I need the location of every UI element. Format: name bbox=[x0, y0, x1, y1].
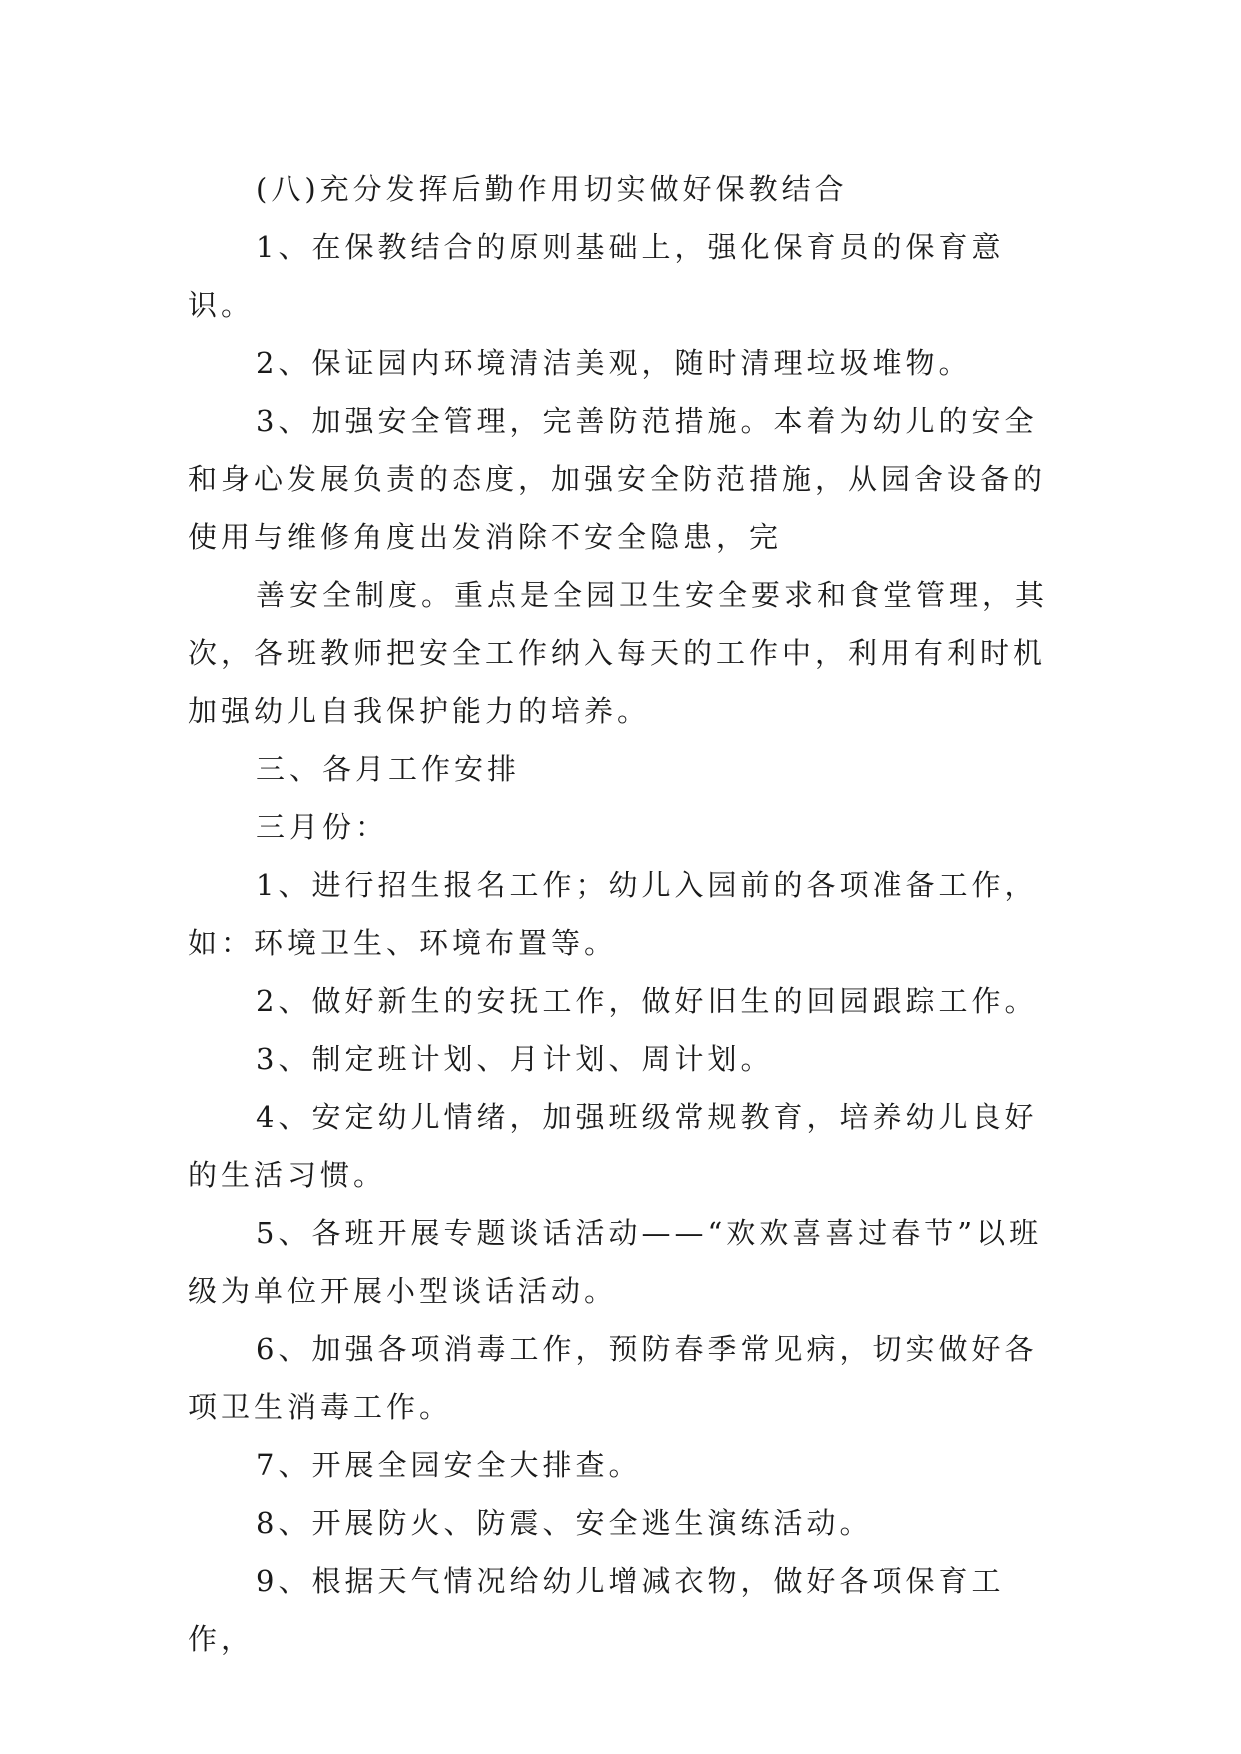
march-item-1: 1、进行招生报名工作；幼儿入园前的各项准备工作，如：环境卫生、环境布置等。 bbox=[188, 868, 1038, 960]
document-body bbox=[188, 160, 1068, 1668]
march-item-2: 2、做好新生的安抚工作，做好旧生的回园跟踪工作。 bbox=[256, 984, 1038, 1018]
subheading-march: 三月份： bbox=[256, 810, 389, 844]
march-item-3: 3、制定班计划、月计划、周计划。 bbox=[256, 1042, 774, 1076]
paragraph-item-3-continued: 善安全制度。重点是全园卫生安全要求和食堂管理，其次，各班教师把安全工作纳入每天的工作中，利用有利时机加强幼儿自我保护能力的培养。 bbox=[188, 578, 1049, 728]
march-item-4: 4、安定幼儿情绪，加强班级常规教育，培养幼儿良好的生活习惯。 bbox=[188, 1100, 1038, 1192]
march-item-6: 6、加强各项消毒工作，预防春季常见病，切实做好各项卫生消毒工作。 bbox=[188, 1332, 1038, 1424]
paragraph-item-2: 2、保证园内环境清洁美观，随时清理垃圾堆物。 bbox=[256, 346, 972, 380]
section-heading-logistics: (八)充分发挥后勤作用切实做好保教结合 bbox=[256, 172, 848, 206]
march-item-9: 9、根据天气情况给幼儿增减衣物，做好各项保育工作， bbox=[188, 1564, 1005, 1656]
march-item-8: 8、开展防火、防震、安全逃生演练活动。 bbox=[256, 1506, 873, 1540]
paragraph-item-1: 1、在保教结合的原则基础上，强化保育员的保育意识。 bbox=[188, 230, 1005, 322]
paragraph-item-3: 3、加强安全管理，完善防范措施。本着为幼儿的安全和身心发展负责的态度，加强安全防范措施，从园舍设备的使用与维修角度出发消除不安全隐患，完 bbox=[188, 404, 1047, 554]
march-item-5: 5、各班开展专题谈话活动——“欢欢喜喜过春节”以班级为单位开展小型谈话活动。 bbox=[188, 1216, 1043, 1308]
march-item-7: 7、开展全园安全大排查。 bbox=[256, 1448, 642, 1482]
section-heading-monthly-plan: 三、各月工作安排 bbox=[256, 752, 521, 786]
